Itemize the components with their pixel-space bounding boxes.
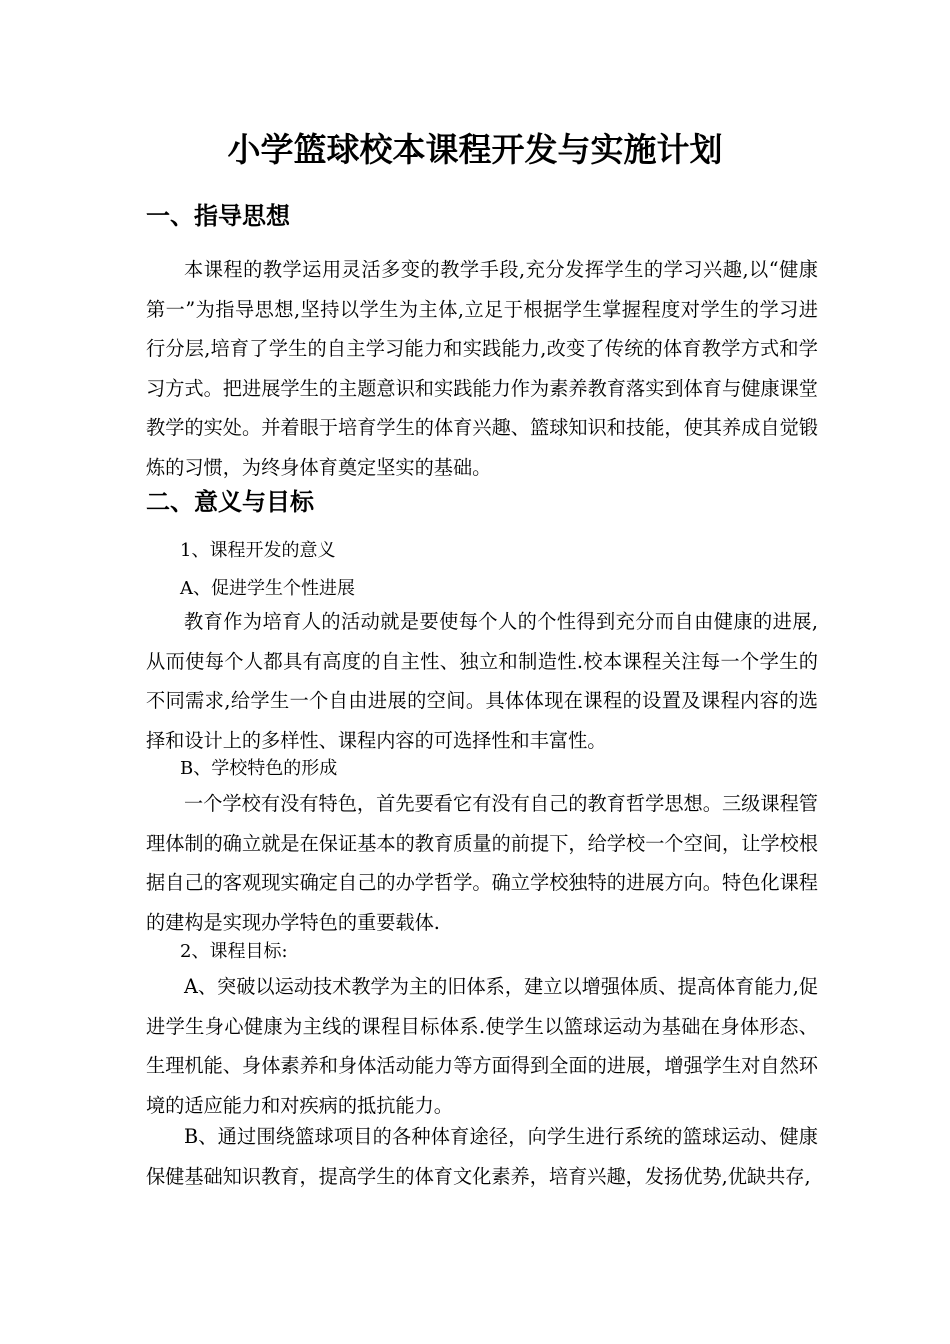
paragraph-school-characteristics: 一个学校有没有特色，首先要看它有没有自己的教育哲学思想。三级课程管理体制的确立就是在保证基本的教育质量的前提下，给学校一个空间，让学校根据自己的客观现实确定自己的办学哲学。确立学校独特的进展方向。特色化课程的建构是实现办学特色的重要载体. [146,792,818,934]
item-course-goals: 2、课程目标: [180,941,288,962]
paragraph-guiding-thought: 本课程的教学运用灵活多变的教学手段,充分发挥学生的学习兴趣,以“健康第一”为指导思想,坚持以学生为主体,立足于根据学生掌握程度对学生的学习进行分层,培育了学生的自主学习能力和实践能力,改变了传统的体育教学方式和学习方式。把进展学生的主题意识和实践能力作为素养教育落实到体育与健康课堂教学的实处。并着眼于培育学生的体育兴趣、篮球知识和技能，使其养成自觉锻炼的习惯，为终身体育奠定坚实的基础。 [146,258,818,479]
document-title: 小学篮球校本课程开发与实施计划 [227,130,723,169]
item-school-characteristics: B、学校特色的形成 [180,758,338,779]
section-heading-guiding-thought: 一、指导思想 [146,201,290,230]
item-personality-development: A、促进学生个性进展 [180,578,355,599]
section-heading-significance-goals: 二、意义与目标 [146,487,314,516]
paragraph-goal-b: B、通过围绕篮球项目的各种体育途径，向学生进行系统的篮球运动、健康保健基础知识教育，提高学生的体育文化素养，培育兴趣，发扬优势,优缺共存, [146,1125,818,1188]
paragraph-goal-a: A、突破以运动技术教学为主的旧体系，建立以增强体质、提高体育能力,促进学生身心健康为主线的课程目标体系.使学生以篮球运动为基础在身体形态、生理机能、身体素养和身体活动能力等方面得到全面的进展，增强学生对自然环境的适应能力和对疾病的抵抗能力。 [146,975,818,1117]
item-course-significance: 1、课程开发的意义 [180,540,336,561]
paragraph-personality-development: 教育作为培育人的活动就是要使每个人的个性得到充分而自由健康的进展,从而使每个人都具有高度的自主性、独立和制造性.校本课程关注每一个学生的不同需求,给学生一个自由进展的空间。具体体现在课程的设置及课程内容的选择和设计上的多样性、课程内容的可选择性和丰富性。 [146,610,818,752]
